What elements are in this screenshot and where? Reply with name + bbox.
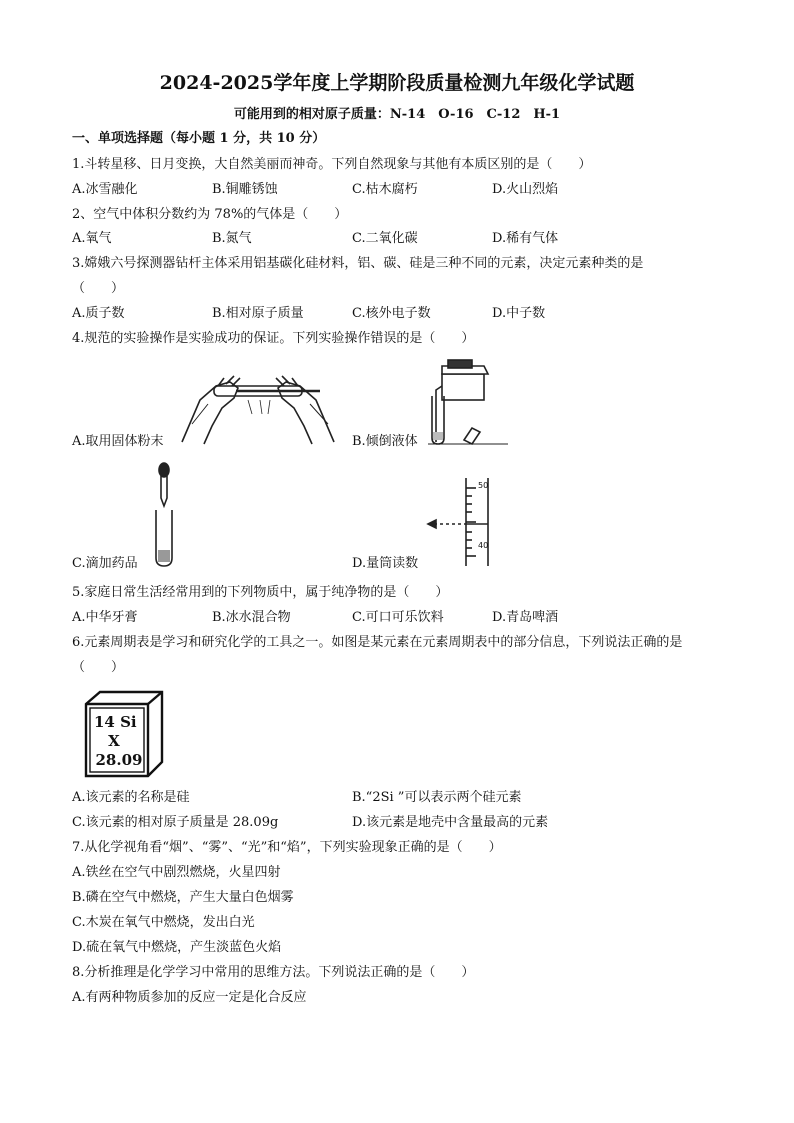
q4-option-c: C.滴加药品 (72, 556, 138, 571)
q4-option-b: B.倾倒液体 (352, 434, 418, 449)
q5-option-a: A.中华牙膏 (72, 610, 138, 625)
question-8-stem: 8.分析推理是化学学习中常用的思维方法。下列说法正确的是（ ） (72, 965, 475, 980)
cylinder-mark-top: 50 (478, 481, 489, 490)
question-2-stem: 2、空气中体积分数约为 78%的气体是（ ） (72, 207, 348, 222)
q7-option-c: C.木炭在氧气中燃烧，发出白光 (72, 915, 255, 930)
question-7-stem: 7.从化学视角看“烟”、“雾”、“光”和“焰”，下列实验现象正确的是（ ） (72, 840, 502, 855)
cylinder-mark-bottom: 40 (478, 541, 489, 550)
q1-option-a: A.冰雪融化 (72, 182, 138, 197)
q7-option-b: B.磷在空气中燃烧，产生大量白色烟雾 (72, 890, 294, 905)
q6-option-c: C.该元素的相对原子质量是 28.09g (72, 815, 279, 830)
question-3-stem: 3.嫦娥六号探测器钻杆主体采用铝基碳化硅材料，铝、碳、硅是三种不同的元素，决定元素种类的是 (72, 256, 644, 271)
q3-option-d: D.中子数 (492, 306, 546, 321)
q5-option-b: B.冰水混合物 (212, 610, 291, 625)
q2-option-b: B.氮气 (212, 231, 252, 246)
q7-option-a: A.铁丝在空气中剧烈燃烧，火星四射 (72, 865, 281, 880)
q1-option-c: C.枯木腐朽 (352, 182, 418, 197)
element-name: X (108, 732, 120, 750)
exam-title: 2024-2025学年度上学期阶段质量检测九年级化学试题 (159, 72, 635, 94)
pouring-liquid-figure (428, 356, 508, 446)
dropper-figure (150, 462, 180, 568)
atomic-masses-line: 可能用到的相对原子质量：N-14 O-16 C-12 H-1 (233, 107, 561, 122)
question-6-stem: 6.元素周期表是学习和研究化学的工具之一。如图是某元素在元素周期表中的部分信息，下列说法正确的是 (72, 635, 683, 650)
question-4-stem: 4.规范的实验操作是实验成功的保证。下列实验操作错误的是（ ） (72, 331, 475, 346)
q7-option-d: D.硫在氧气中燃烧，产生淡蓝色火焰 (72, 940, 282, 955)
question-3-bracket: （ ） (72, 281, 125, 296)
q5-option-c: C.可口可乐饮料 (352, 610, 444, 625)
q3-option-b: B.相对原子质量 (212, 306, 304, 321)
element-atomic-mass: 28.09 (95, 751, 143, 769)
q6-option-b: B.“2Si ”可以表示两个硅元素 (352, 790, 522, 805)
q6-option-a: A.该元素的名称是硅 (72, 790, 190, 805)
q8-option-a: A.有两种物质参加的反应一定是化合反应 (72, 990, 307, 1005)
q4-option-d: D.量筒读数 (352, 556, 419, 571)
q3-option-c: C.核外电子数 (352, 306, 431, 321)
question-6-bracket: （ ） (72, 660, 125, 675)
q2-option-c: C.二氧化碳 (352, 231, 418, 246)
question-5-stem: 5.家庭日常生活经常用到的下列物质中，属于纯净物的是（ ） (72, 585, 449, 600)
q4-option-a: A.取用固体粉末 (72, 434, 164, 449)
powder-transfer-figure (178, 364, 338, 446)
section-heading: 一、单项选择题（每小题 1 分，共 10 分） (72, 131, 326, 146)
q1-option-b: B.铜雕锈蚀 (212, 182, 278, 197)
q5-option-d: D.青岛啤酒 (492, 610, 559, 625)
q2-option-a: A.氧气 (72, 231, 112, 246)
q3-option-a: A.质子数 (72, 306, 125, 321)
question-1-stem: 1.斗转星移、日月变换，大自然美丽而神奇。下列自然现象与其他有本质区别的是（ ） (72, 157, 592, 172)
q6-option-d: D.该元素是地壳中含量最高的元素 (352, 815, 549, 830)
q1-option-d: D.火山烈焰 (492, 182, 559, 197)
q2-option-d: D.稀有气体 (492, 231, 559, 246)
element-number-symbol: 14 Si (94, 713, 137, 731)
